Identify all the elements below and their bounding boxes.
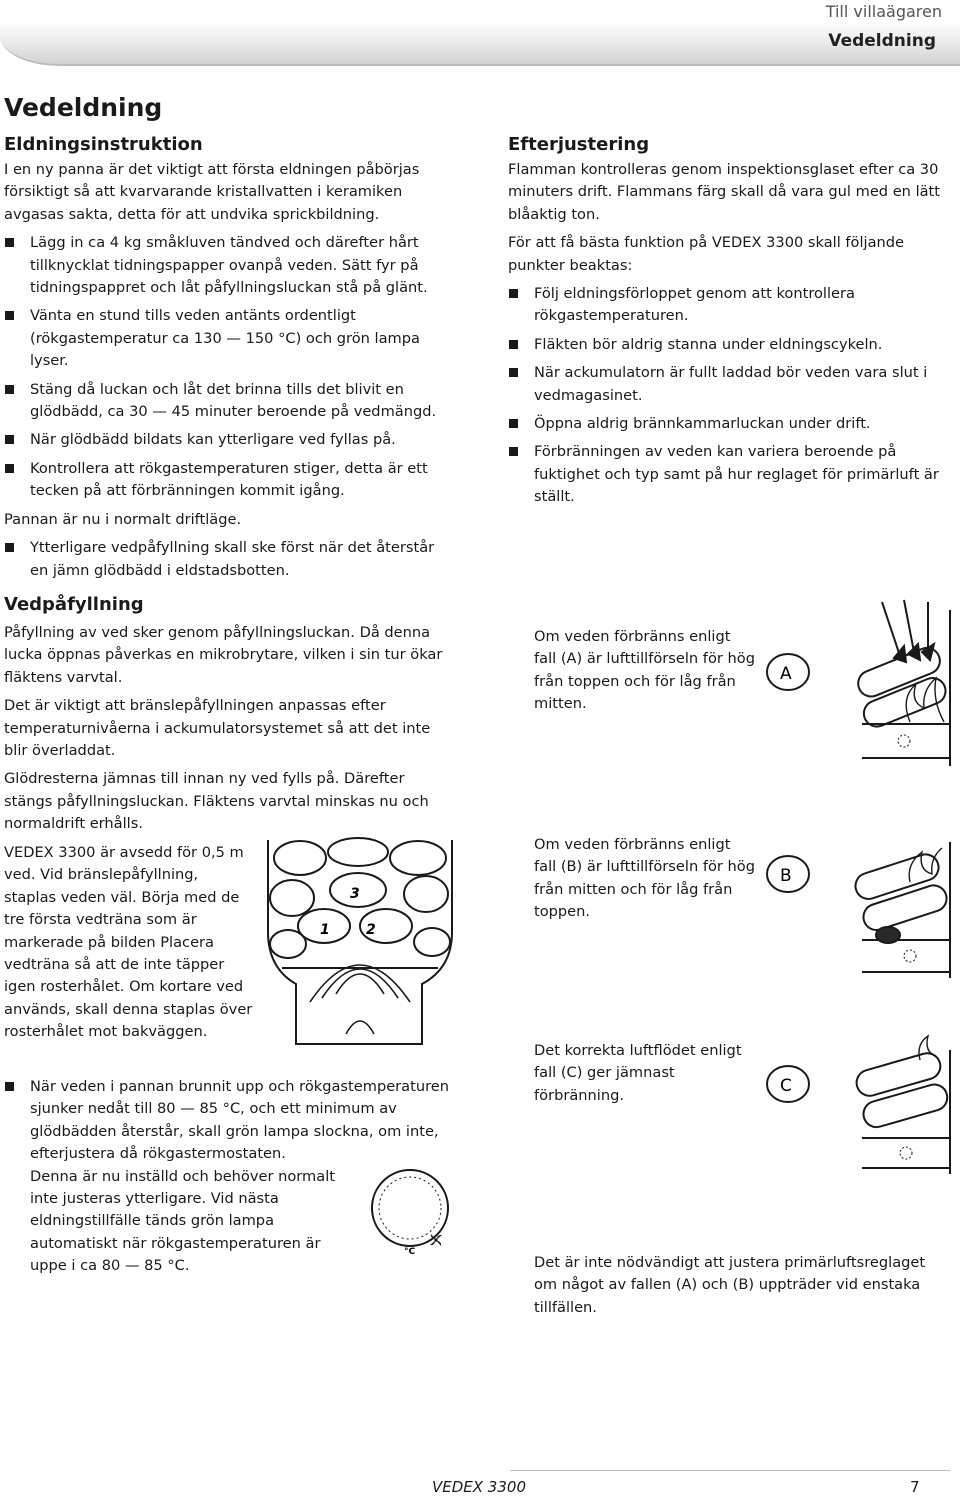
vedp-bullet-text: När veden i pannan brunnit upp och rökgastemperaturen sjunker nedåt till 80 — 85 °C, och ett minimum av glödbädden återstår, skall grön lampa slockna, om inte, efterjustera då rökgastermostaten. bbox=[30, 1078, 450, 1163]
list-item bbox=[4, 1076, 452, 1166]
list-item: Följ eldningsförloppet genom att kontrollera rökgastemperaturen. bbox=[508, 283, 954, 328]
vedp-heading: Vedpåfyllning bbox=[4, 594, 144, 615]
vedp-p3: Glödresterna jämnas till innan ny ved fylls på. Därefter stängs påfyllningsluckan. Fläktens varvtal minskas nu och normaldrift erhålls. bbox=[4, 770, 429, 833]
stack-label-1: 1 bbox=[320, 922, 330, 938]
eldning-normal: Pannan är nu i normalt driftläge. bbox=[4, 510, 242, 528]
header-section-label: Vedeldning bbox=[828, 31, 936, 51]
efter-p2: För att få bästa funktion på VEDEX 3300 skall följande punkter beaktas: bbox=[508, 234, 905, 274]
list-item: Lägg in ca 4 kg småkluven tändved och därefter hårt tillknycklat tidningspapper ovanpå veden. Sätt fyr på tidningspappret och låt påfyllningsluckan stå på glänt. bbox=[4, 232, 456, 299]
footer-page-number: 7 bbox=[910, 1478, 920, 1496]
section-eldning bbox=[4, 134, 456, 588]
case-b-label: B bbox=[780, 866, 792, 886]
footer-divider bbox=[510, 1470, 950, 1471]
case-a-label: A bbox=[780, 664, 792, 684]
case-a-text: Om veden förbränns enligt fall (A) är lufttillförseln för hög från toppen och för låg från mitten. bbox=[534, 628, 755, 713]
case-a-diagram bbox=[760, 598, 956, 768]
vedp-p2: Det är viktigt att bränslepåfyllningen anpassas efter temperaturnivåerna i ackumulatorsystemet så att det inte blir överladdat. bbox=[4, 697, 431, 760]
vedp-p1: Påfyllning av ved sker genom påfyllningsluckan. Då denna lucka öppnas påverkas en mikrobrytare, vilken i sin tur ökar fläktens varvtal. bbox=[4, 624, 443, 686]
eldning-body bbox=[4, 159, 456, 582]
vedp-p5: Denna är nu inställd och behöver normalt inte justeras ytterligare. Vid nästa eldningstillfälle tänds grön lampa automatiskt när rökgastemperaturen är uppe i ca 80 — 85 °C. bbox=[30, 1167, 335, 1275]
list-item: Vänta en stund tills veden antänts ordentligt (rökgastemperatur ca 130 — 150 °C) och grön lampa lyser. bbox=[4, 305, 456, 372]
eldning-heading: Eldningsinstruktion bbox=[4, 134, 203, 155]
header-band bbox=[0, 22, 960, 66]
efter-bullets bbox=[508, 283, 954, 509]
stack-label-3: 3 bbox=[350, 886, 360, 902]
list-item: När ackumulatorn är fullt laddad bör veden vara slut i vedmagasinet. bbox=[508, 362, 954, 407]
page-title: Vedeldning bbox=[4, 93, 163, 122]
header-top-label: Till villaägaren bbox=[825, 2, 942, 21]
efter-p1: Flamman kontrolleras genom inspektionsglaset efter ca 30 minuters drift. Flammans färg skall då vara gul med en lätt blåaktig ton. bbox=[508, 161, 941, 223]
vedp-p4: VEDEX 3300 är avsedd för 0,5 m ved. Vid bränslepåfyllning, staplas veden väl. Börja med de tre första vedträna som är markerade på bilden Placera vedträna så att de inte täpper igen rosterhålet. Om kortare ved används, skall denna staplas över rosterhålet mot bakväggen. bbox=[4, 844, 253, 1041]
case-b-text: Om veden förbränns enligt fall (B) är lufttillförseln för hög från mitten och för låg från toppen. bbox=[534, 836, 755, 921]
eldning-intro: I en ny panna är det viktigt att första eldningen påbörjas försiktigt så att kvarvarande kristallvatten i keramiken avgasas sakta, detta för att undvika sprickbildning. bbox=[4, 161, 420, 223]
case-b-diagram bbox=[760, 812, 956, 980]
list-item: Öppna aldrig brännkammarluckan under drift. bbox=[508, 413, 954, 435]
list-item: Förbränningen av veden kan variera beroende på fuktighet och typ samt på hur reglaget för primärluft är ställt. bbox=[508, 441, 954, 508]
cases-note: Det är inte nödvändigt att justera primärluftsreglaget om något av fallen (A) och (B) uppträder vid enstaka tillfällen. bbox=[534, 1254, 926, 1316]
list-item: Fläkten bör aldrig stanna under eldningscykeln. bbox=[508, 334, 954, 356]
thermostat-dial bbox=[372, 1170, 448, 1246]
case-c-text: Det korrekta luftflödet enligt fall (C) ger jämnast förbränning. bbox=[534, 1042, 742, 1104]
case-c-diagram bbox=[760, 1028, 956, 1176]
thermostat-dial-diagram bbox=[364, 1162, 456, 1258]
thermostat-unit: °C bbox=[404, 1247, 416, 1257]
efter-heading: Efterjustering bbox=[508, 134, 650, 155]
case-c-label: C bbox=[780, 1076, 792, 1096]
vedp-body bbox=[4, 622, 450, 842]
eldning-bullets-last bbox=[4, 537, 456, 582]
list-item: Ytterligare vedpåfyllning skall ske först när det återstår en jämn glödbädd i eldstadsbotten. bbox=[4, 537, 456, 582]
wood-stack-diagram bbox=[262, 836, 458, 1048]
section-efterjustering bbox=[508, 134, 954, 515]
list-item: Stäng då luckan och låt det brinna tills det blivit en glödbädd, ca 30 — 45 minuter beroende på vedmängd. bbox=[4, 379, 456, 424]
list-item: När glödbädd bildats kan ytterligare ved fyllas på. bbox=[4, 429, 456, 451]
efter-body bbox=[508, 159, 954, 509]
firebox-outline bbox=[268, 840, 452, 1044]
vedp-bullets bbox=[4, 1076, 452, 1166]
list-item: Kontrollera att rökgastemperaturen stiger, detta är ett tecken på att förbränningen kommit igång. bbox=[4, 458, 456, 503]
stack-label-2: 2 bbox=[366, 922, 376, 938]
footer-model: VEDEX 3300 bbox=[432, 1478, 526, 1496]
eldning-bullets bbox=[4, 232, 456, 502]
